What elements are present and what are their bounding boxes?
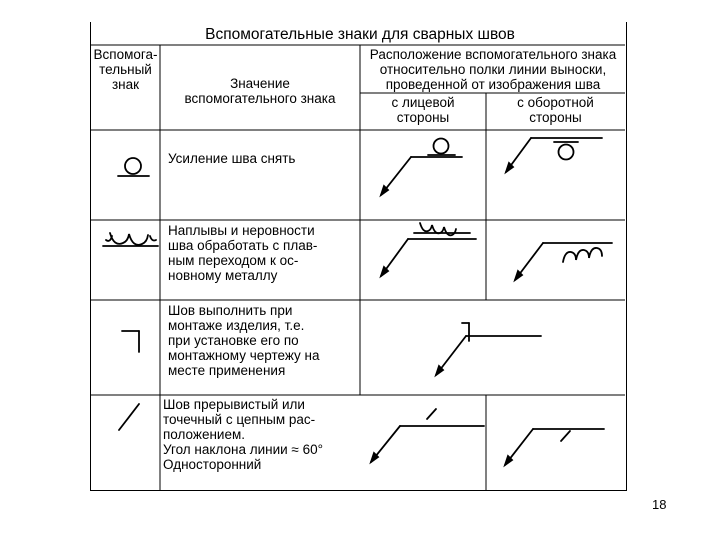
header-back: с оборотной стороны xyxy=(517,95,594,125)
row1-front-leader xyxy=(381,139,462,196)
row1-meaning: Усиление шва снять xyxy=(168,151,296,166)
row3-leader xyxy=(436,323,541,375)
page-number: 18 xyxy=(652,497,667,512)
row3-meaning: Шов выполнить при монтаже изделия, т.е. при установке его по монтажному чертежу на месте применения xyxy=(168,303,320,378)
header-front: с лицевой стороны xyxy=(391,95,455,125)
field-weld-flag-icon xyxy=(122,331,139,352)
table-title: Вспомогательные знаки для сварных швов xyxy=(205,26,515,43)
row2-back-leader xyxy=(515,243,612,280)
slash-line-icon xyxy=(119,404,139,430)
smooth-transition-icon xyxy=(103,233,158,246)
row4-front-leader xyxy=(371,409,484,462)
row1-back-leader xyxy=(506,138,602,172)
row4-back-leader xyxy=(505,429,604,465)
header-meaning: Значение вспомогательного знака xyxy=(184,76,336,106)
row2-front-leader xyxy=(381,223,476,276)
header-position: Расположение вспомогательного знака относительно полки линии выноски, проведенной от изображения шва xyxy=(369,47,617,92)
row4-meaning: Шов прерывистый или точечный с цепным рас- положением. Угол наклона линии ≈ 60° Односторонний xyxy=(163,397,323,472)
row2-meaning: Наплывы и неровности шва обработать с плав- ным переходом к ос- новному металлу xyxy=(168,223,318,283)
circle-on-line-icon xyxy=(118,158,149,176)
header-sign: Вспомога- тельный знак xyxy=(93,47,158,92)
